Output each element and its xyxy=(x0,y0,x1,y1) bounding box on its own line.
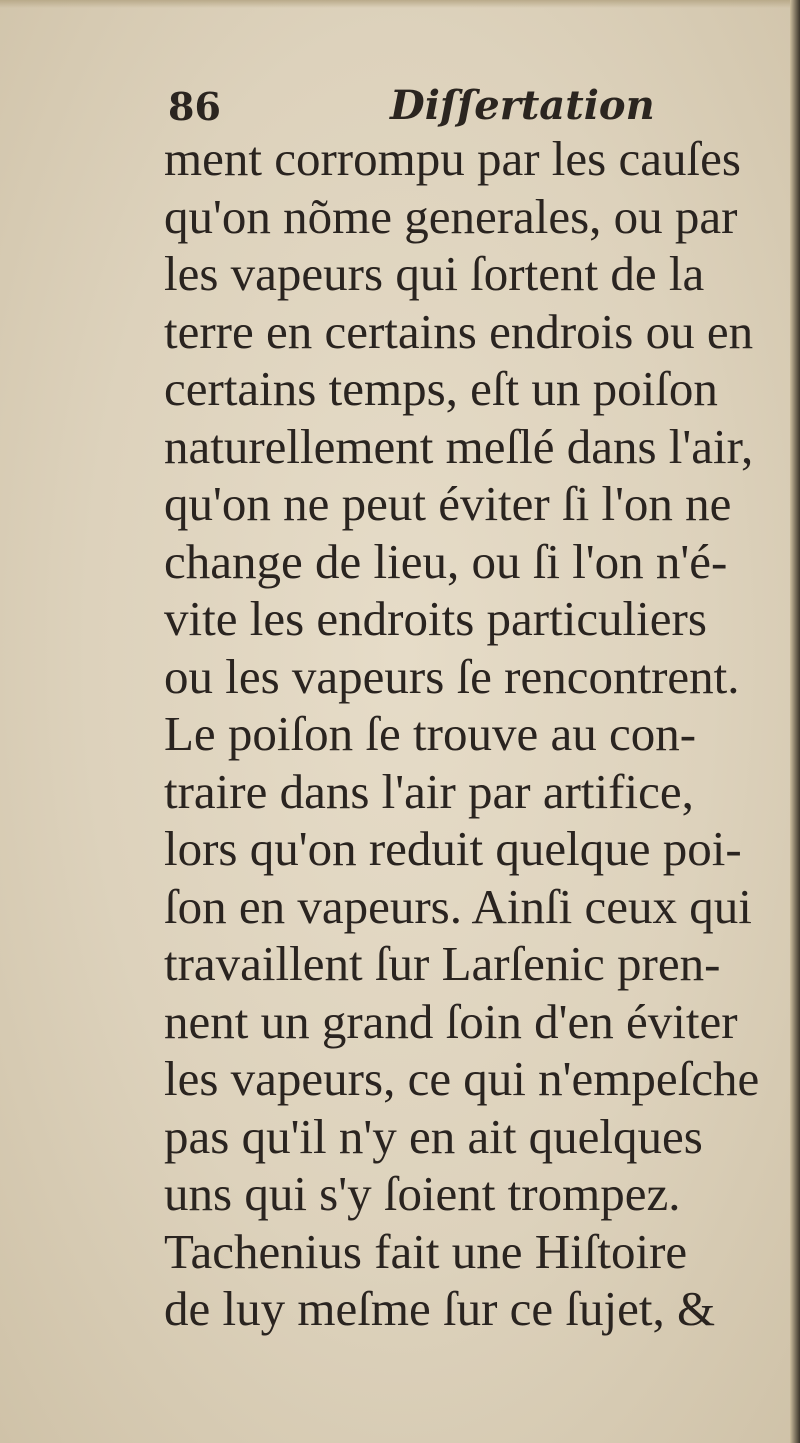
text-line: naturellement meſlé dans l'air, xyxy=(164,418,754,474)
text-line: ment corrompu par les cauſes xyxy=(164,131,741,186)
text-line: Le poiſon ſe trouve au con- xyxy=(164,706,697,761)
page-number: 86 xyxy=(168,84,221,129)
text-line: ſon en vapeurs. Ainſi ceux qui xyxy=(164,878,752,934)
text-line: les vapeurs qui ſortent de la xyxy=(164,246,705,301)
text-line: travaillent ſur Larſenic pren- xyxy=(164,936,721,991)
text-line: ou les vapeurs ſe rencontrent. xyxy=(164,648,740,704)
running-title: Diſſertation xyxy=(390,82,655,129)
text-line: change de lieu, ou ſi l'on n'é- xyxy=(164,533,728,589)
text-line: vite les endroits particuliers xyxy=(164,591,707,646)
text-line: lors qu'on reduit quelque poi- xyxy=(164,821,742,876)
text-line: qu'on nõme generales, ou par xyxy=(164,188,738,244)
text-line: certains temps, eſt un poiſon xyxy=(164,361,718,416)
text-line: traire dans l'air par artifice, xyxy=(164,763,694,819)
body-text xyxy=(164,130,800,1338)
text-line: nent un grand ſoin d'en éviter xyxy=(164,993,738,1049)
page-top-shadow xyxy=(0,0,800,8)
text-line: qu'on ne peut éviter ſi l'on ne xyxy=(164,476,732,531)
text-line: uns qui s'y ſoient trompez. xyxy=(164,1166,681,1221)
text-line: les vapeurs, ce qui n'empeſche xyxy=(164,1051,760,1106)
text-line: pas qu'il n'y en ait quelques xyxy=(164,1108,703,1164)
text-line: Tachenius fait une Hiſtoire xyxy=(164,1223,688,1279)
text-line: terre en certains endrois ou en xyxy=(164,303,754,359)
text-line: de luy meſme ſur ce ſujet, & xyxy=(164,1281,716,1336)
page-header xyxy=(168,78,728,138)
